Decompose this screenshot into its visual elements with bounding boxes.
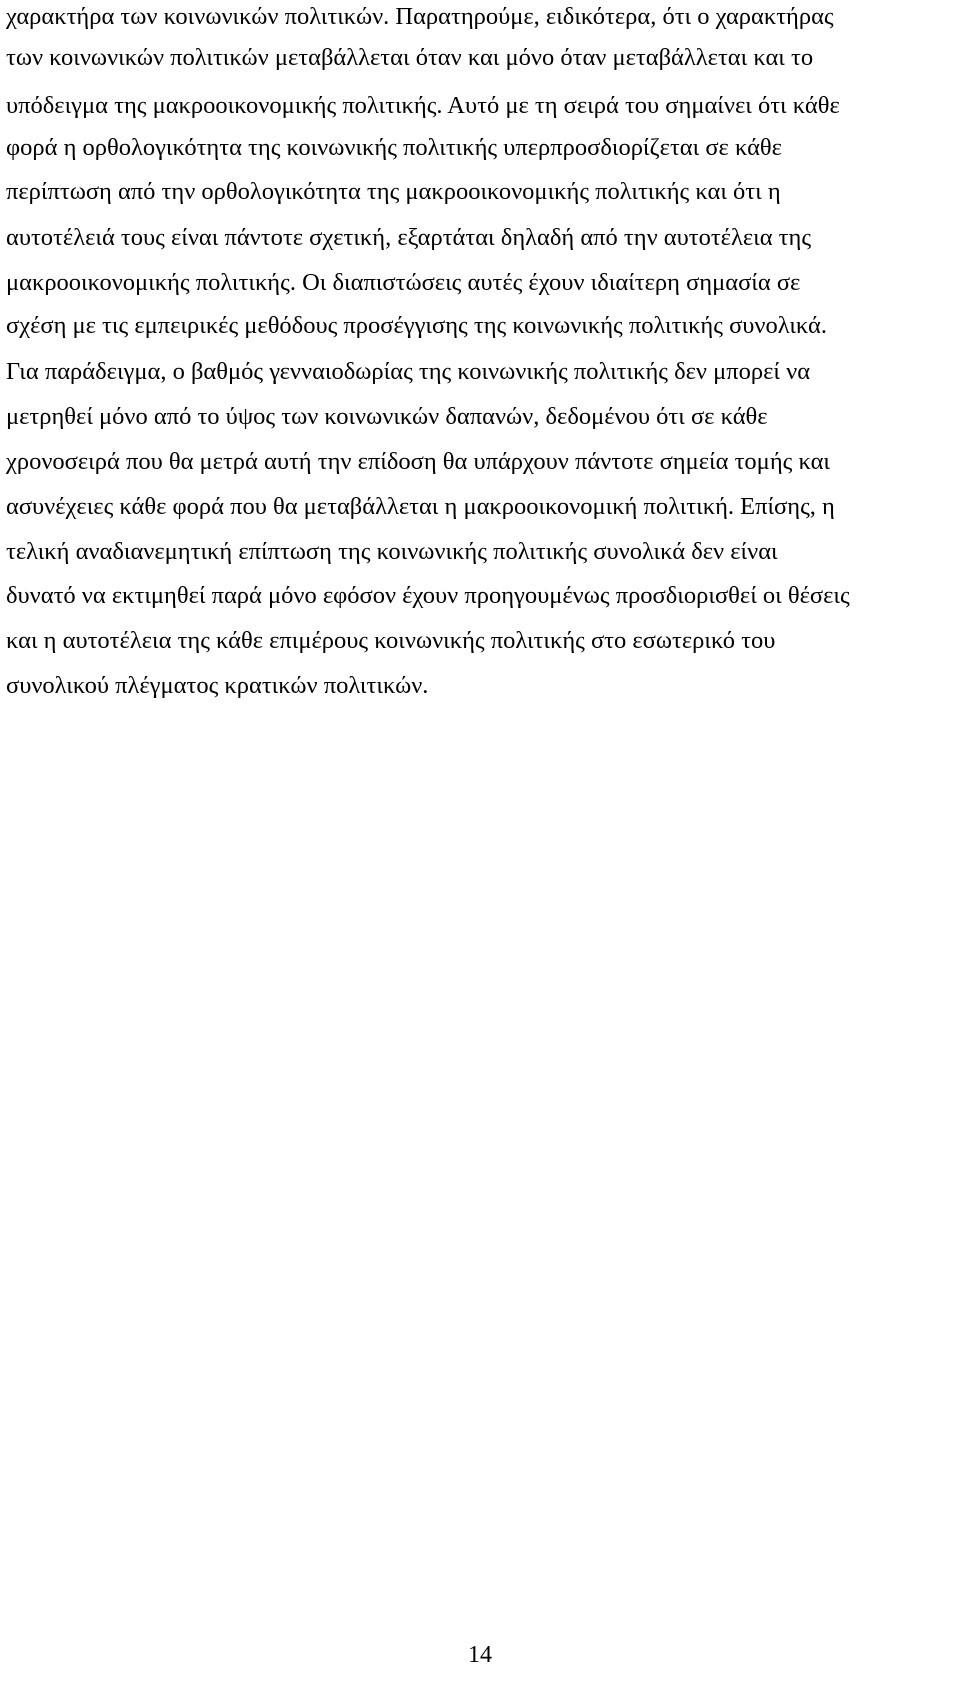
text-line: δυνατό να εκτιμηθεί παρά μόνο εφόσον έχουν προηγουμένως προσδιορισθεί οι θέσεις [6,582,850,609]
text-line: Για παράδειγμα, ο βαθμός γενναιοδωρίας της κοινωνικής πολιτικής δεν μπορεί να [6,358,811,385]
text-line: περίπτωση από την ορθολογικότητα της μακροοικονομικής πολιτικής και ότι η [6,178,781,205]
text-line: χρονοσειρά που θα μετρά αυτή την επίδοση θα υπάρχουν πάντοτε σημεία τομής και [6,448,831,475]
text-line: αυτοτέλειά τους είναι πάντοτε σχετική, εξαρτάται δηλαδή από την αυτοτέλεια της [6,224,812,251]
text-line: συνολικού πλέγματος κρατικών πολιτικών. [6,672,429,699]
text-line: υπόδειγμα της μακροοικονομικής πολιτικής. Αυτό με τη σειρά του σημαίνει ότι κάθε [6,92,840,119]
text-line: των κοινωνικών πολιτικών μεταβάλλεται όταν και μόνο όταν μεταβάλλεται και το [6,44,814,71]
text-line: χαρακτήρα των κοινωνικών πολιτικών. Παρατηρούμε, ειδικότερα, ότι ο χαρακτήρας [6,3,834,30]
page-number: 14 [468,1642,492,1668]
text-line: σχέση με τις εμπειρικές μεθόδους προσέγγισης της κοινωνικής πολιτικής συνολικά. [6,312,828,339]
text-line: και η αυτοτέλεια της κάθε επιμέρους κοινωνικής πολιτικής στο εσωτερικό του [6,627,776,654]
text-line: φορά η ορθολογικότητα της κοινωνικής πολιτικής υπερπροσδιορίζεται σε κάθε [6,134,782,161]
text-line: ασυνέχειες κάθε φορά που θα μεταβάλλεται η μακροοικονομική πολιτική. Επίσης, η [6,493,835,520]
text-line: μετρηθεί μόνο από το ύψος των κοινωνικών δαπανών, δεδομένου ότι σε κάθε [6,403,768,430]
text-line: τελική αναδιανεμητική επίπτωση της κοινωνικής πολιτικής συνολικά δεν είναι [6,538,778,565]
text-line: μακροοικονομικής πολιτικής. Οι διαπιστώσεις αυτές έχουν ιδιαίτερη σημασία σε [6,269,801,296]
